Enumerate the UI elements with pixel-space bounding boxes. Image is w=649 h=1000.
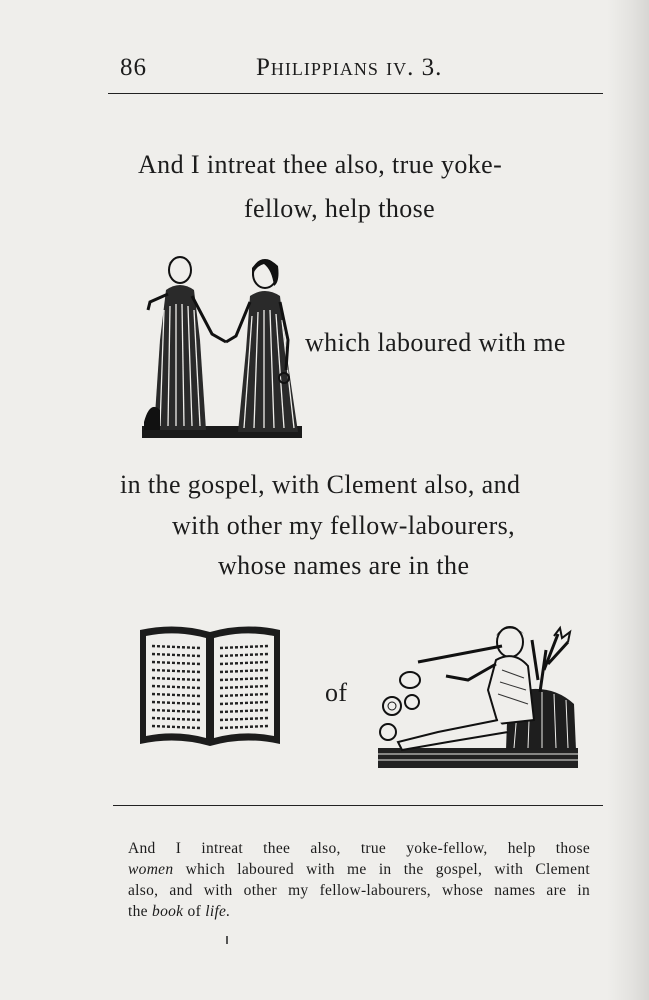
page-edge-shadow (607, 0, 649, 1000)
rebus-line-4: in the gospel, with Clement also, and (120, 470, 521, 499)
two-women-woodcut (140, 250, 305, 448)
page-number: 86 (120, 54, 147, 81)
footnote-line-1: And I intreat thee also, true yoke-fellow, help those (128, 840, 590, 857)
rebus-line-2: fellow, help those (244, 194, 436, 223)
footnote-line-4: the book of life. (128, 903, 231, 920)
open-book-woodcut (136, 622, 284, 752)
footnote-line-3: also, and with other my fellow-labourers, whose names are in (128, 882, 590, 899)
footnote-em-life: life. (205, 903, 231, 920)
footnote-rule (113, 805, 603, 806)
footnote-em-book: book (152, 903, 184, 920)
running-title: Philippians iv. 3. (256, 54, 443, 81)
header-rule (108, 93, 603, 94)
page-header (108, 52, 603, 96)
footnote-em-women: women (128, 861, 174, 878)
rebus-line-5: with other my fellow-labourers, (172, 511, 516, 540)
stray-print-mark (226, 936, 228, 944)
rebus-line-6: whose names are in the (218, 551, 470, 580)
rebus-line-7: of (325, 678, 348, 707)
footnote-text (128, 838, 590, 922)
rebus-line-3: which laboured with me (305, 328, 566, 357)
rebus-line-1: And I intreat thee also, true yoke- (138, 150, 503, 179)
reclining-figure-blowing-bubbles-woodcut (378, 620, 580, 772)
footnote-line-2: women which laboured with me in the gospel, with Clement (128, 861, 590, 878)
